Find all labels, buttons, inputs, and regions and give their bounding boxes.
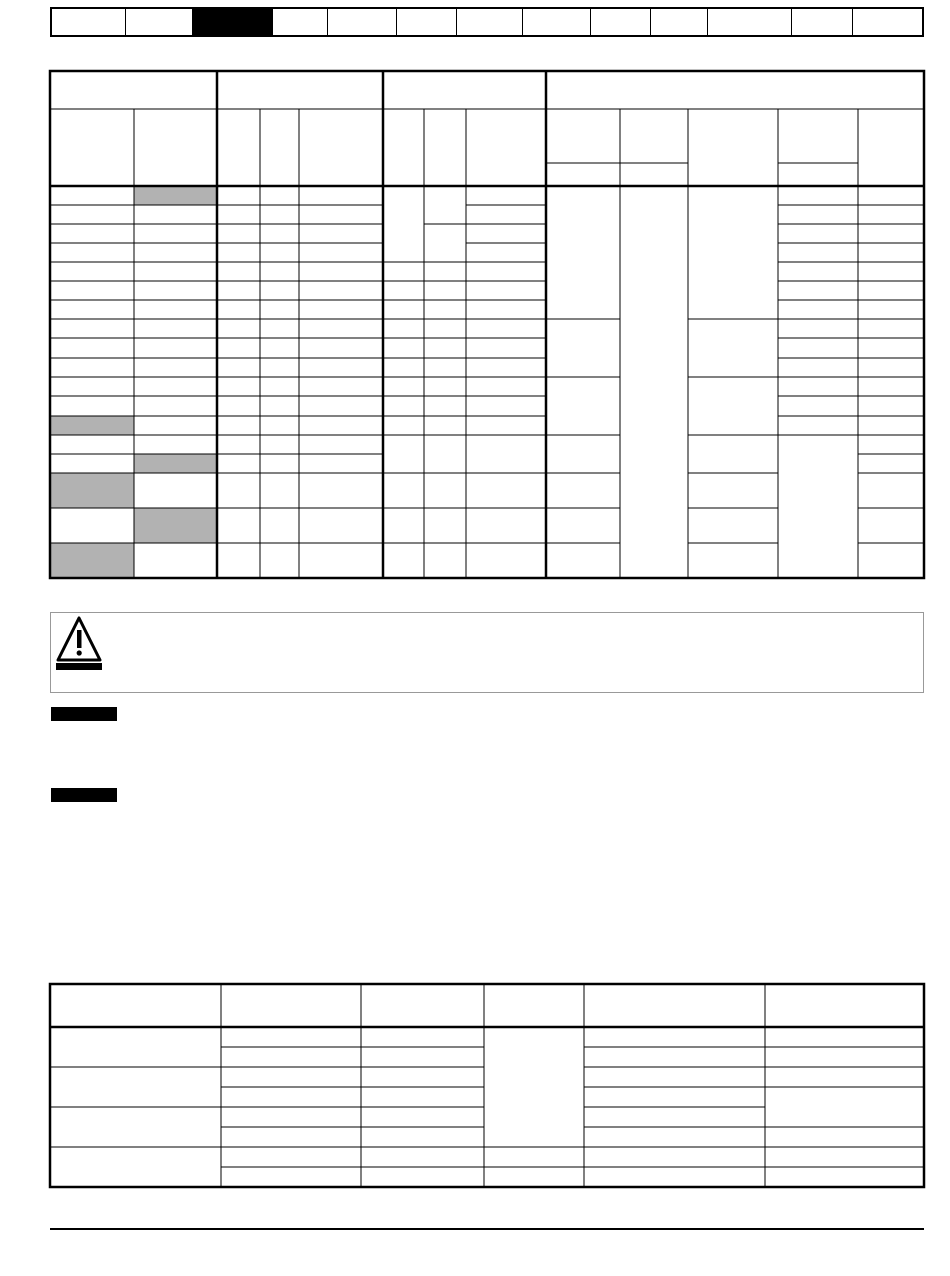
shaded-cell — [134, 508, 217, 543]
note-tag — [51, 788, 117, 802]
warning-box — [50, 612, 924, 693]
shaded-cell — [51, 473, 134, 508]
shaded-cell — [51, 416, 134, 435]
note-tag — [51, 707, 117, 721]
table1-grid — [50, 71, 924, 578]
shaded-cell — [134, 187, 217, 205]
shaded-cell — [51, 543, 134, 578]
footer-rule — [50, 1228, 924, 1230]
warning-triangle-icon — [55, 616, 105, 672]
table2-grid — [50, 984, 924, 1187]
shaded-cell — [134, 454, 217, 473]
